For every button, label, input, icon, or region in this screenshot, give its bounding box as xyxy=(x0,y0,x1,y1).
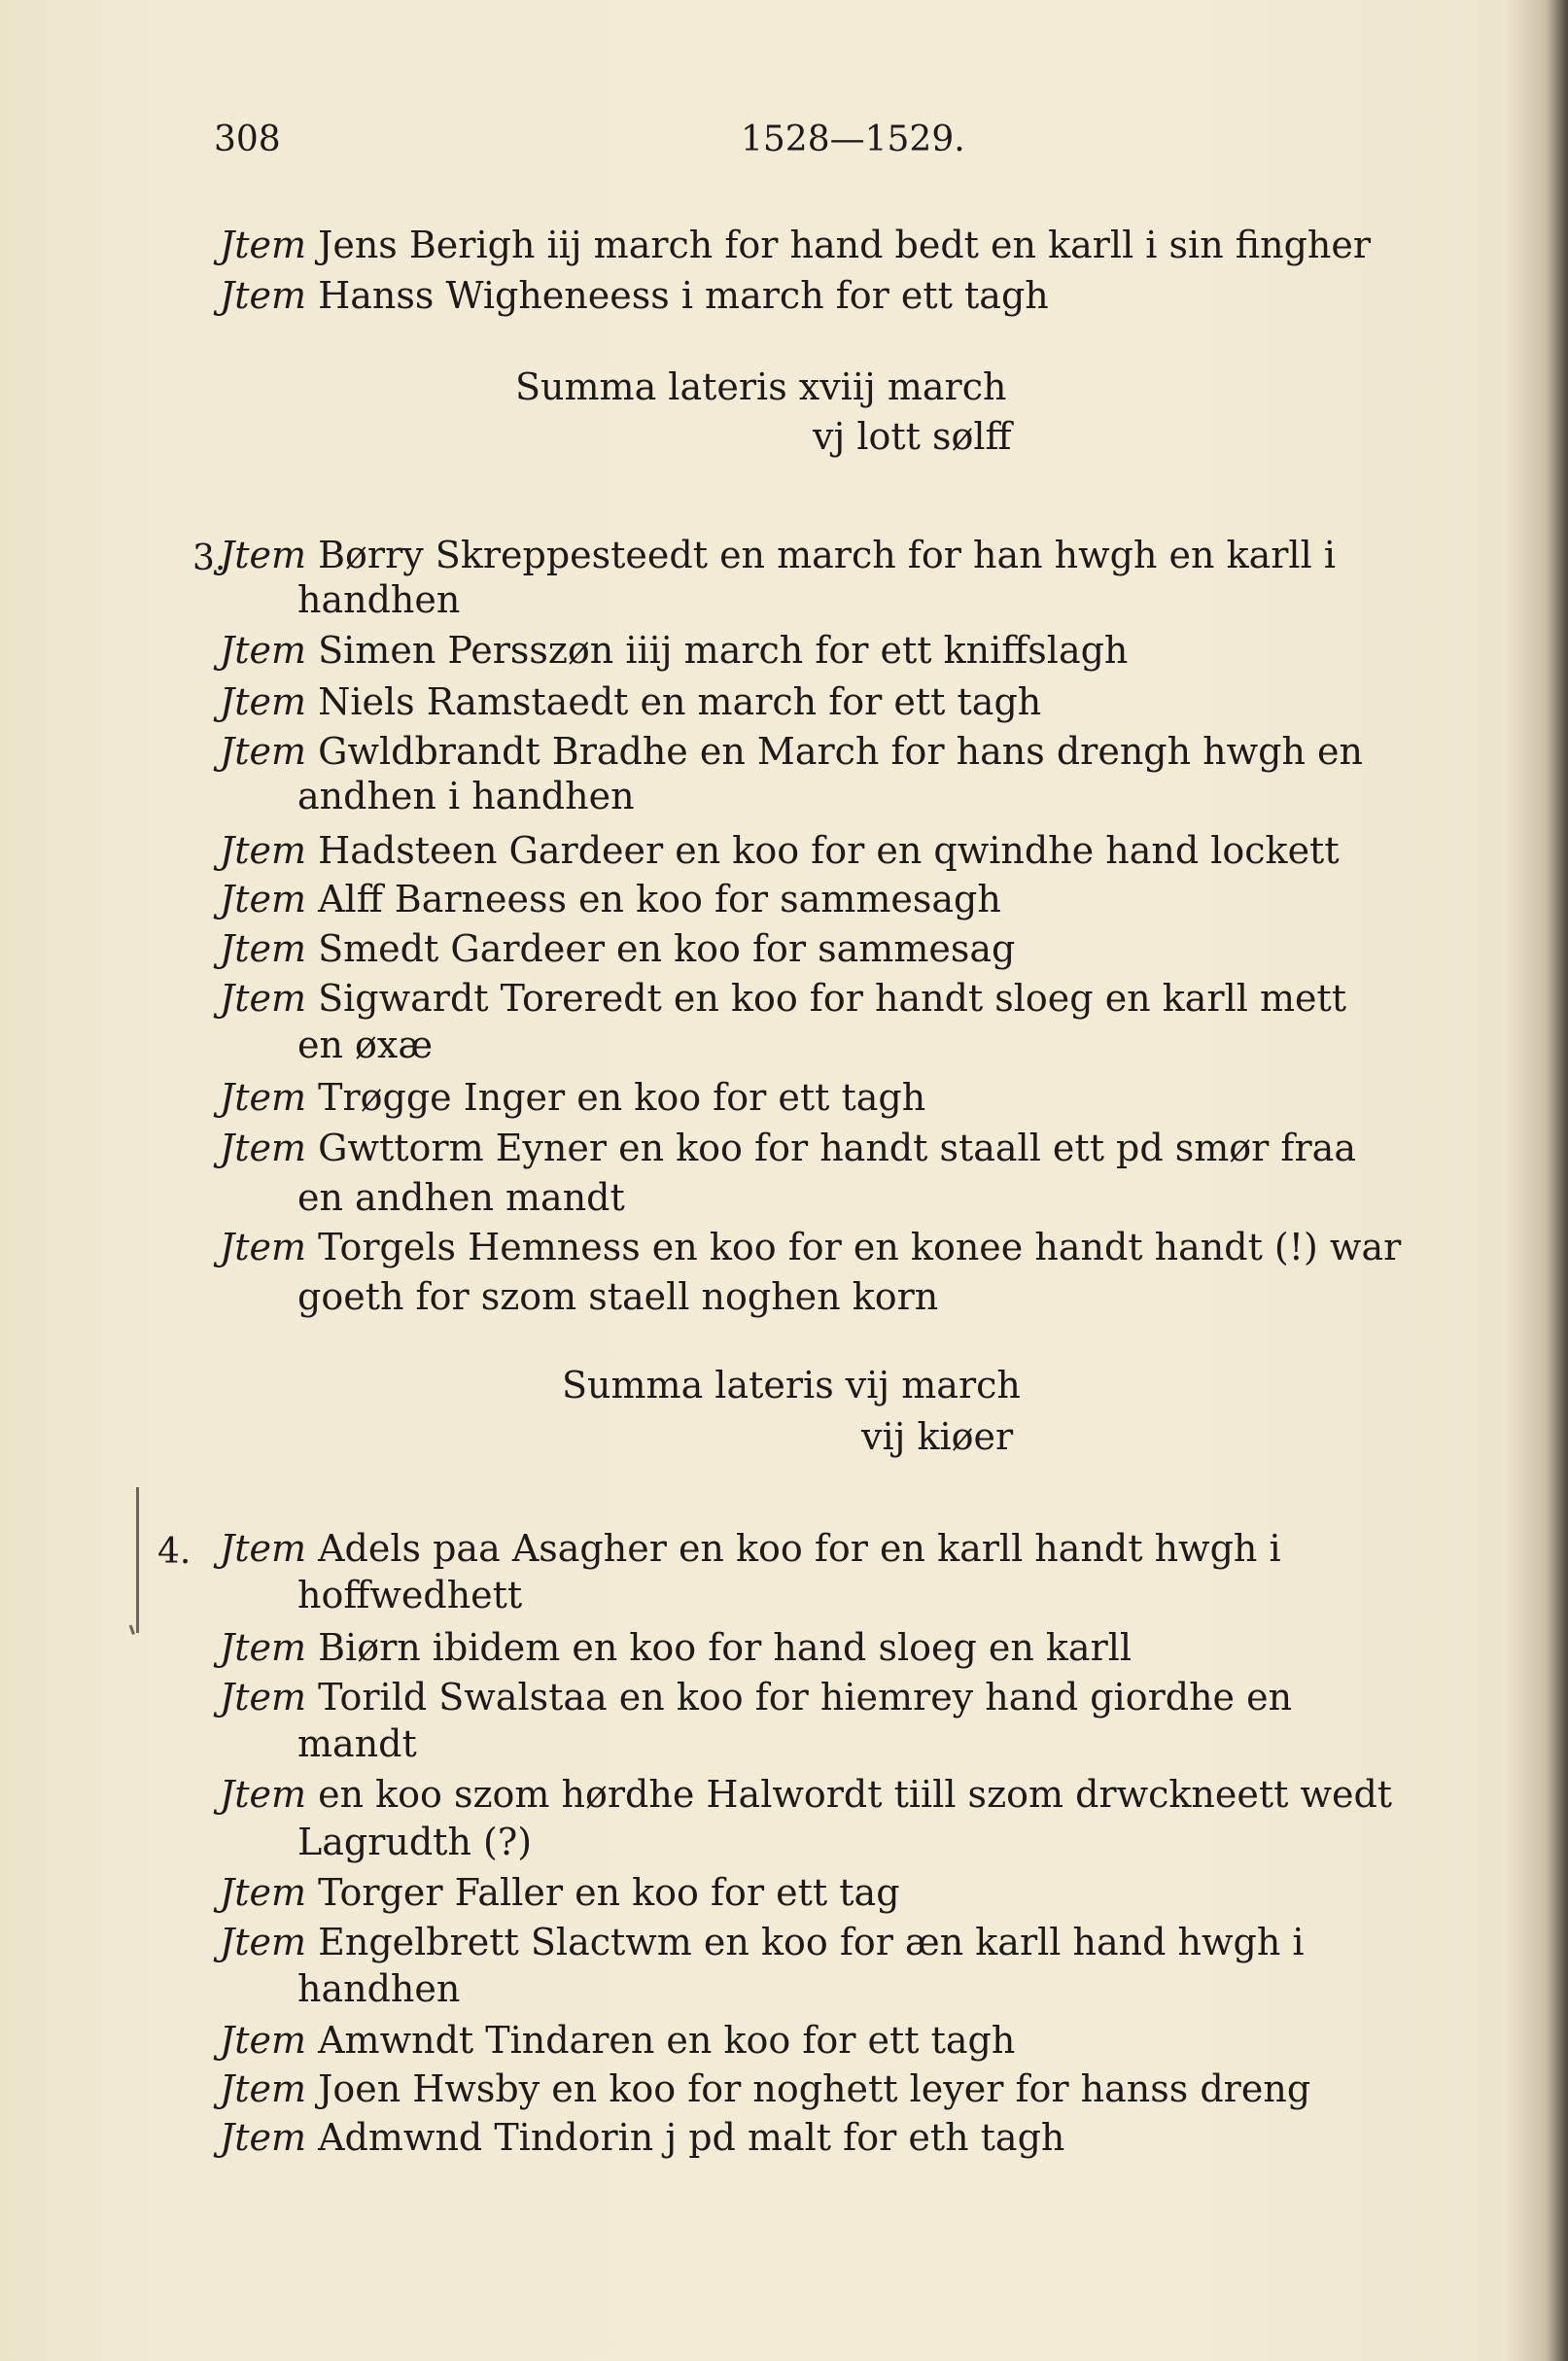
text-line: mandt xyxy=(297,1722,417,1765)
text-line: Jtem Admwnd Tindorin j pd malt for eth tagh xyxy=(220,2116,1065,2159)
text-line: Jtem Jens Berigh iij march for hand bedt en karll i sin fingher xyxy=(220,224,1372,266)
text-line: Jtem Adels paa Asagher en koo for en karll handt hwgh i xyxy=(220,1527,1281,1570)
text-line: Jtem en koo szom hørdhe Halwordt tiill szom drwckneett wedt xyxy=(220,1773,1393,1816)
text-line: Jtem Hanss Wigheneess i march for ett tagh xyxy=(220,274,1049,317)
text-line: andhen i handhen xyxy=(297,775,635,817)
text-line: goeth for szom staell noghen korn xyxy=(297,1275,939,1318)
text-line: Jtem Gwttorm Eyner en koo for handt staall ett pd smør fraa xyxy=(220,1127,1356,1169)
summa-total: Summa lateris xviij march xyxy=(515,365,1007,408)
text-line: handhen xyxy=(297,578,461,621)
text-line: Jtem Torild Swalstaa en koo for hiemrey hand giordhe en xyxy=(220,1676,1293,1719)
text-line: Jtem Hadsteen Gardeer en koo for en qwindhe hand lockett xyxy=(220,829,1340,872)
text-line: handhen xyxy=(297,1967,461,2010)
text-line: Jtem Torger Faller en koo for ett tag xyxy=(220,1871,900,1914)
text-line: Jtem Børry Skreppesteedt en march for han hwgh en karll i xyxy=(220,534,1336,576)
text-line: en andhen mandt xyxy=(297,1176,625,1219)
text-line: Jtem Gwldbrandt Bradhe en March for hans drengh hwgh en xyxy=(220,730,1364,773)
section-number: 4. xyxy=(157,1532,192,1572)
margin-mark xyxy=(136,1487,139,1633)
section-number: 3. xyxy=(192,538,226,578)
text-line: Jtem Biørn ibidem en koo for hand sloeg en karll xyxy=(220,1626,1132,1669)
margin-mark xyxy=(129,1621,145,1635)
text-line: en øxæ xyxy=(297,1024,434,1066)
text-line: Jtem Engelbrett Slactwm en koo for æn karll hand hwgh i xyxy=(220,1921,1305,1963)
text-line: Jtem Torgels Hemness en koo for en konee handt handt (!) war xyxy=(220,1226,1402,1268)
text-line: hoffwedhett xyxy=(297,1574,523,1616)
text-line: Jtem Sigwardt Toreredt en koo for handt sloeg en karll mett xyxy=(220,977,1347,1020)
text-line: Jtem Niels Ramstaedt en march for ett tagh xyxy=(220,680,1042,723)
running-title: 1528—1529. xyxy=(741,120,965,159)
text-line: Jtem Trøgge Inger en koo for ett tagh xyxy=(220,1076,926,1119)
text-line: Jtem Simen Persszøn iiij march for ett kniffslagh xyxy=(220,629,1129,672)
summa-total: Summa lateris vij march xyxy=(562,1364,1021,1406)
text-line: Jtem Joen Hwsby en koo for noghett leyer for hanss dreng xyxy=(220,2067,1311,2110)
text-line: Lagrudth (?) xyxy=(297,1821,533,1863)
text-line: Jtem Smedt Gardeer en koo for sammesag xyxy=(220,927,1016,970)
summa-total: vj lott sølff xyxy=(813,415,1012,458)
page-number: 308 xyxy=(214,120,281,159)
text-line: Jtem Alff Barneess en koo for sammesagh xyxy=(220,878,1001,920)
summa-total: vij kiøer xyxy=(861,1415,1014,1458)
text-line: Jtem Amwndt Tindaren en koo for ett tagh xyxy=(220,2019,1016,2062)
